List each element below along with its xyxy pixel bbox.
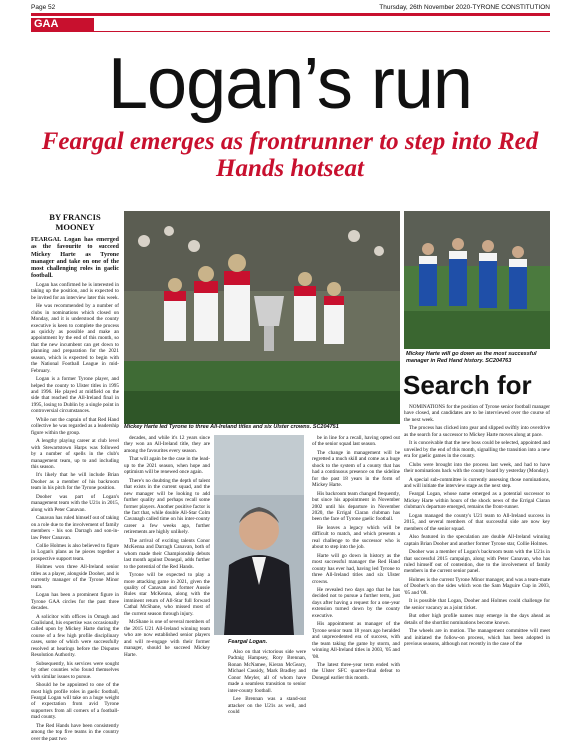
paragraph: Logan has confirmed he is interested in taking up the position, and is expected to be invited for an interview later this week. <box>31 281 119 301</box>
paragraph: The process has clicked into gear and slipped swiftly into overdrive as the search for a successor to Mickey Harte moves along at pace. <box>404 425 550 438</box>
paragraph: He revealed two days ago that he has decided not to pursue a further term, just days after having a request for a one-year extension turned down by the county executive. <box>312 586 400 619</box>
byline: BY FRANCIS MOONEY <box>49 212 101 232</box>
paragraph: His appointment as manager of the Tyrone senior team 18 years ago heralded and unprecedented era of success, with the team taking the game by storm, and winning All-Ireland titles in 2003, '05 and '08. <box>312 621 400 660</box>
paragraph: The wheels are in motion. The management committee will meet and initiated the follow-on process, which has been adopted in previous seasons, although not recently in the case of the <box>404 628 550 647</box>
column-3 <box>228 649 306 735</box>
paragraph: The change in management will be regretted a much skill and come as a huge shock to the system of a county that has had a continuous presence on the sideline for the past 18 years in the form of Mickey Harte. <box>312 449 400 489</box>
paragraph: A solicitor with offices in Omagh and Coalisland, his expertise was occasionally called upon by Mickey Harte during the course of a few high profile disciplinary cases, some of which were successfully resolved at hearings before the Disputes Resolution Authority. <box>31 613 119 659</box>
logan-photo <box>214 435 304 635</box>
paragraph: FEARGAL Logan has emerged as the favourite to succeed Mickey Harte as Tyrone manager and take on one of the most challenging roles in gaelic football. <box>31 236 119 280</box>
paragraph: Logan managed the county's U21 team to All-Ireland success in 2015, and several members of that successful side are now key members of the senior squad. <box>404 512 550 532</box>
column-1 <box>31 236 119 742</box>
paragraph: His backroom team changed frequently, but since his appointment in November 2002 until his departure in November 2020, the Errigal Ciaran clubman has been the face of Tyrone gaelic football. <box>312 490 400 523</box>
column-5 <box>404 404 550 735</box>
column-4 <box>312 435 400 735</box>
paragraph: Tyrone will be expected to play a more attacking game in 2021, given the quality of Canavan and former Aussie Rules star McKenna, along with the imminent return of All-Star full forward Cathal McShane, who missed most of the current season through injury. <box>124 572 210 617</box>
paragraph: Dooher was a member of Logan's backroom team with the U21s in that successful 2015 campaign, along with Peter Canavan, who has ruled himself out of contention, due to the involvement of family members in the current senior panel. <box>404 549 550 575</box>
paragraph: There's no doubting the depth of talent that exists in the current squad, and the new manager will be looking to add further quality and perhaps recall some former players. Another positive factor is the fact that, while double All-Star Colm Cavanagh called time on his inter-county career a few weeks ago, further retirements are highly unlikely. <box>124 477 210 536</box>
team-photo-caption: Mickey Harte led Tyrone to three All-Ireland titles and six Ulster crowns. SC204751 <box>124 424 339 430</box>
paragraph: Canavan has ruled himself out of taking on a role due to the involvement of family members - his son Darragh and son-in-law Peter Canavan. <box>31 515 119 541</box>
team-photo <box>124 211 400 424</box>
harte-photo <box>404 211 550 349</box>
section-rule <box>31 31 550 32</box>
paragraph: The Red Hands have been consistently among the top five teams in the country over the past two <box>31 722 119 742</box>
paragraph: It's likely that he will include Brian Dooher as a member of his backroom team in his pitch for the Tyrone position. <box>31 472 119 492</box>
paragraph: Holmes won three All-Ireland senior titles as a player, alongside Dooher, and is currently manager of the Tyrone Minor team. <box>31 564 119 590</box>
logan-photo-caption: Feargal Logan. <box>228 639 268 645</box>
paragraph: Should he be appointed to one of the most high profile roles in gaelic football, Feargal Logan will take on a huge weight of expectation from avid Tyrone supporters from all corners of a football-mad county. <box>31 682 119 721</box>
paragraph: Subsequently, his services were sought by other counties who found themselves with similar issues to pursue. <box>31 660 119 680</box>
paragraph: Collie Holmes is also believed to figure in Logan's plans as he pieces together a prospective support team. <box>31 543 119 562</box>
paragraph: be in line for a recall, having opted out of the senior squad last season. <box>312 435 400 448</box>
harte-photo-image <box>404 211 550 349</box>
paragraph: He leaves a legacy which will be difficult to match, and which presents a real challenge to the successor who is about to step into the job. <box>312 524 400 551</box>
paragraph: Clubs were brought into the process last week, and had to have their nominations back with the county board by yesterday (Monday). <box>404 461 550 475</box>
paragraph: Harte will go down in history as the most successful manager the Red Hand county has ever had, having led Tyrone to three All-Ireland titles and six Ulster crowns. <box>312 552 400 585</box>
paragraph: The arrival of exciting talents Conor McKenna and Darragh Canavan, both of whom made their Championship debuts last month against Donegal, adds further to the potential of the Red Hands. <box>124 537 210 570</box>
paragraph: That will again be the case in the lead-up to the 2021 season, when hope and optimism will be renewed once again. <box>124 456 210 476</box>
paragraph: It is possible that Logan, Dooher and Holmes could challenge for the senior vacancy as a joint ticket. <box>404 598 550 611</box>
paragraph: A special sub-committee is currently assessing those nominations, and will initiate the interview stage as the next step. <box>404 476 550 489</box>
paragraph: But other high profile names may emerge in the days ahead as details of the shortlist nominations become known. <box>404 613 550 626</box>
page-header <box>0 0 580 13</box>
headline: Logan’s run <box>108 44 472 124</box>
paragraph: The latest three-year term ended with the Ulster SFC quarter-final defeat to Donegal earlier this month. <box>312 661 400 681</box>
paragraph: Also on that victorious side were Padraig Hampsey, Rory Brennan, Ronan McNamee, Kieran McGeary, Michael Cassidy, Mark Bradley and Conor Meyler, all of whom have made a seamless transition to senior inter-county football. <box>228 649 306 694</box>
issue-info: Thursday, 26th November 2020-TYRONE CONSTITUTION <box>379 4 550 11</box>
paragraph: Holmes is the current Tyrone Minor manager, and was a team-mate of Dooher's on the sides which won the Sam Maguire Cup in 2003, '05 and '08. <box>404 576 550 596</box>
paragraph: Dooher was part of Logan's management team with the U21s in 2015, along with Peter Canavan. <box>31 493 119 513</box>
paragraph: Logan has been a prominent figure in Tyrone GAA circles for the past three decades. <box>31 592 119 612</box>
page-number: Page 52 <box>31 4 56 11</box>
paragraph: Logan is a former Tyrone player, and helped the county to Ulster titles in 1995 and 1996. He played at midfield on the side that reached the All-Ireland final in 1995, losing to Dublin by a single point in controversial circumstances. <box>31 376 119 415</box>
standfirst: Feargal emerges as frontrunner to step into Red Hands hotseat <box>41 128 539 182</box>
column-2 <box>124 435 210 735</box>
paragraph: NOMINATIONS for the position of Tyrone senior football manager have closed, and candidates are to be interviewed over the course of the next week. <box>404 404 551 423</box>
paragraph: Lee Brennan was a stand-out attacker on the U21s as well, and could <box>228 696 306 716</box>
paragraph: Feargal Logan, whose name emerged as a potential successor to Mickey Harte within hours of the shock news of the Errigal Ciaran clubman's departure emerged, remains the front-runner. <box>404 491 550 511</box>
team-photo-image <box>124 211 400 424</box>
section-label: GAA <box>31 18 94 31</box>
sidebar-headline: Search for <box>403 370 532 400</box>
paragraph: McShane is one of several members of the 2015 U21 All-Ireland winning team who are now established senior players and will re-engage with their former manager, should he succeed Mickey Harte. <box>124 619 210 658</box>
logan-photo-image <box>214 435 304 635</box>
harte-photo-caption: Mickey Harte will go down as the most successful manager in Red Hand history. SC204763 <box>406 351 537 364</box>
header-rule <box>31 13 550 16</box>
paragraph: decades, and while it's 12 years since they won an All-Ireland title, they are among the favourites every season. <box>124 435 210 454</box>
paragraph: It is conceivable that the new boss could be selected, appointed and unveiled by the end of this month, signalling the transition into a new era for gaelic games in the county. <box>404 440 550 460</box>
paragraph: While not the captain of that Red Hand collective he was regarded as a leadership figure within the group. <box>31 416 119 436</box>
paragraph: Also featured in the speculation are double All-Ireland winning captain Brian Dooher and another former Tyrone star, Collie Holmes. <box>404 534 550 547</box>
paragraph: He was recommended by a number of clubs in nominations which closed on Monday, and it is understood the county executive is keen to complete the process as quickly as possible and make an appointment by the end of this month, so that the new incumbent can get down to planning and preparation for the 2021 season, which is expected to begin with the National Football League in mid-February. <box>31 303 119 374</box>
paragraph: A lengthy playing career at club level with Stewartstown Harps was followed by a number of spells in the club's management team, up to and including this season. <box>31 438 119 471</box>
